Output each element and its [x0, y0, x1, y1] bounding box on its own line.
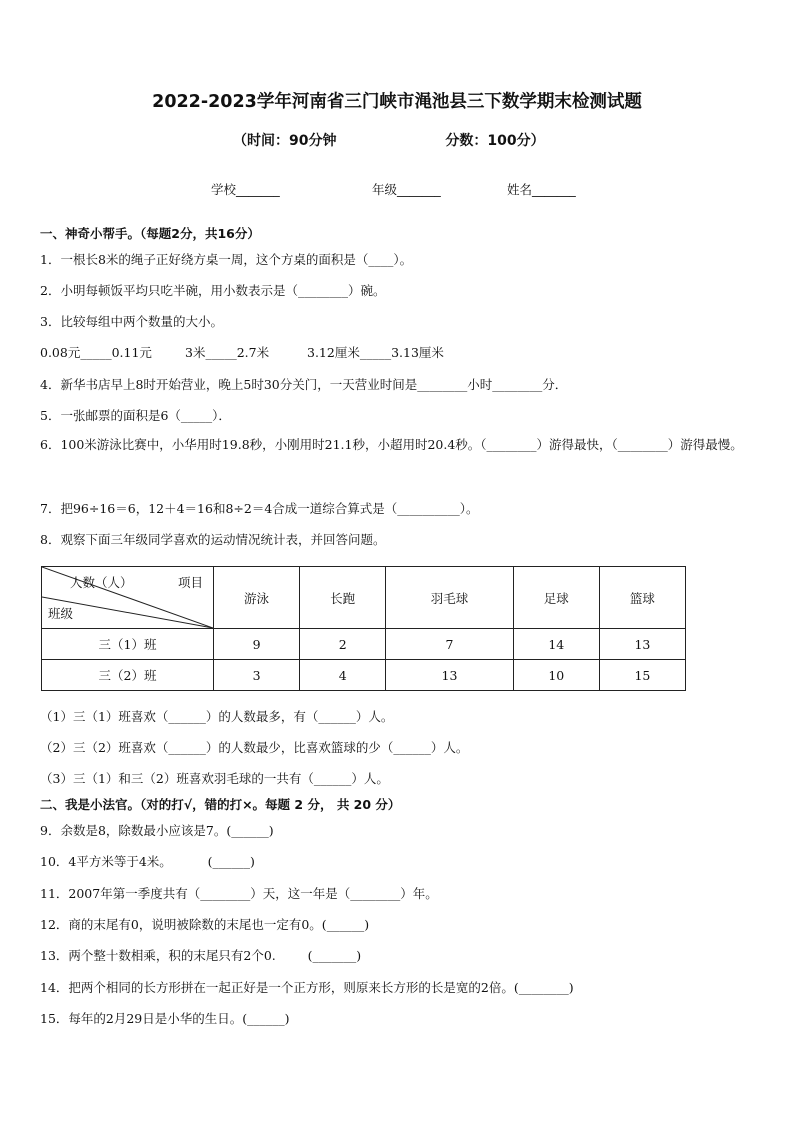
corner-label-class: 班级 — [48, 606, 74, 621]
table-cell: 13 — [599, 629, 685, 660]
question-5: 5．一张邮票的面积是6（_____）． — [40, 408, 231, 423]
page-title: 2022-2023学年河南省三门峡市渑池县三下数学期末检测试题 — [152, 92, 642, 112]
question-8-part-3: （3）三（1）和三（2）班喜欢羽毛球的一共有（______）人。 — [40, 771, 389, 786]
question-12: 12．商的末尾有0，说明被除数的末尾也一定有0。(______) — [40, 917, 370, 932]
table-header-football: 足球 — [513, 567, 599, 629]
question-11: 11．2007年第一季度共有（________）天，这一年是（________）年。 — [40, 886, 438, 901]
table-corner-cell — [42, 567, 214, 629]
table-cell: 7 — [386, 629, 514, 660]
table-cell: 13 — [386, 660, 514, 691]
question-3-items — [40, 343, 540, 361]
table-cell: 9 — [214, 629, 300, 660]
compare-item-3: 3.12厘米_____3.13厘米 — [307, 345, 444, 360]
question-6: 6．100米游泳比赛中，小华用时19.8秒，小刚用时21.1秒，小超用时20.4秒。（________）游得最快，（________）游得最慢。 — [40, 437, 743, 452]
question-1: 1．一根长8米的绳子正好绕方桌一周，这个方桌的面积是（____）。 — [40, 252, 413, 267]
table-row — [42, 660, 686, 691]
table-header-basketball: 篮球 — [599, 567, 685, 629]
question-3: 3．比较每组中两个数量的大小。 — [40, 314, 223, 329]
compare-item-1: 0.08元_____0.11元 — [40, 345, 152, 360]
table-cell: 2 — [300, 629, 386, 660]
table-cell: 14 — [513, 629, 599, 660]
row-label: 三（1）班 — [42, 629, 214, 660]
table-cell: 3 — [214, 660, 300, 691]
question-2: 2．小明每顿饭平均只吃半碗，用小数表示是（________）碗。 — [40, 283, 386, 298]
question-8: 8．观察下面三年级同学喜欢的运动情况统计表，并回答问题。 — [40, 532, 386, 547]
row-label: 三（2）班 — [42, 660, 214, 691]
question-8-part-2: （2）三（2）班喜欢（______）的人数最少，比喜欢篮球的少（______）人。 — [40, 740, 469, 755]
section-2-heading: 二、我是小法官。（对的打√，错的打×。每题 2 分， 共 20 分） — [40, 797, 401, 812]
table-row — [42, 629, 686, 660]
score-info: 分数：100分） — [445, 133, 545, 149]
exam-info — [233, 130, 545, 150]
table-cell: 4 — [300, 660, 386, 691]
sports-stats-table — [41, 566, 686, 691]
corner-label-item: 项目 — [178, 575, 204, 590]
table-cell: 15 — [599, 660, 685, 691]
question-13: 13．两个整十数相乘，积的末尾只有2个0. (_______) — [40, 948, 362, 963]
corner-label-count: 人数（人） — [70, 575, 133, 590]
question-7: 7．把96÷16＝6，12＋4＝16和8÷2＝4合成一道综合算式是（__________）。 — [40, 501, 479, 516]
table-header-badminton: 羽毛球 — [386, 567, 514, 629]
name-field: 姓名_______ — [507, 182, 576, 197]
table-cell: 10 — [513, 660, 599, 691]
time-info: （时间：90分钟 — [233, 133, 337, 149]
compare-item-2: 3米_____2.7米 — [185, 345, 270, 360]
question-14: 14．把两个相同的长方形拼在一起正好是一个正方形，则原来长方形的长是宽的2倍。(________) — [40, 980, 574, 995]
grade-field: 年级_______ — [372, 182, 441, 197]
table-header-running: 长跑 — [300, 567, 386, 629]
table-header-row — [42, 567, 686, 629]
question-4: 4．新华书店早上8时开始营业，晚上5时30分关门，一天营业时间是________小时________分． — [40, 377, 568, 392]
question-9: 9．余数是8，除数最小应该是7。(______) — [40, 823, 274, 838]
question-15: 15．每年的2月29日是小华的生日。(______) — [40, 1011, 290, 1026]
section-1-heading: 一、神奇小帮手。（每题2分，共16分） — [40, 226, 260, 241]
question-10: 10．4平方米等于4米。 (______) — [40, 854, 255, 869]
school-field: 学校_______ — [211, 182, 280, 197]
question-8-part-1: （1）三（1）班喜欢（______）的人数最多，有（______）人。 — [40, 709, 394, 724]
table-header-swimming: 游泳 — [214, 567, 300, 629]
